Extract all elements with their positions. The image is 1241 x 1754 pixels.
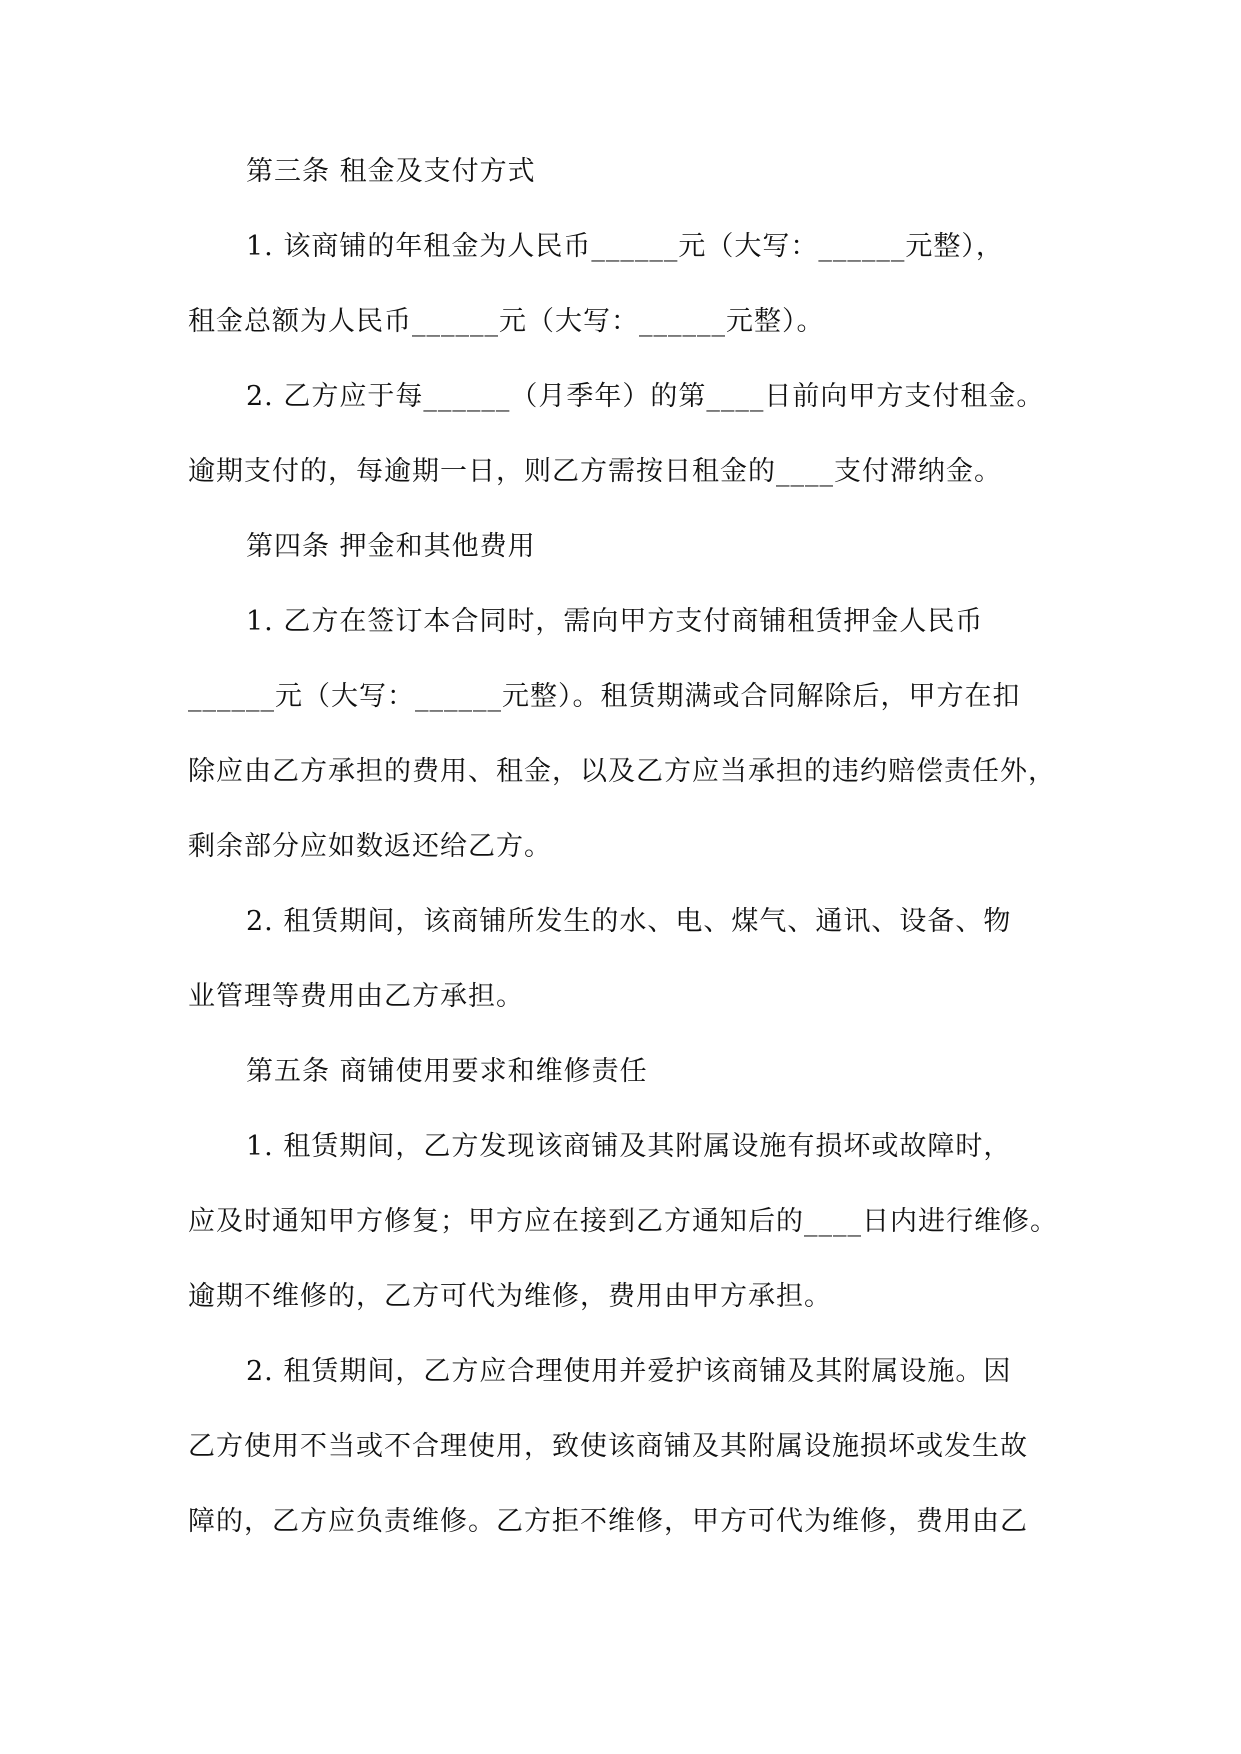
paragraph-line: 租金总额为人民币______元（大写：______元整）。: [188, 306, 825, 337]
paragraph-line: 1. 该商铺的年租金为人民币______元（大写：______元整），: [246, 231, 1004, 262]
paragraph-line: 障的，乙方应负责维修。乙方拒不维修，甲方可代为维修，费用由乙: [188, 1506, 1028, 1537]
article-5-heading: 第五条 商铺使用要求和维修责任: [246, 1056, 648, 1087]
paragraph-line: 2. 租赁期间，乙方应合理使用并爱护该商铺及其附属设施。因: [246, 1356, 1012, 1387]
paragraph-line: 逾期支付的，每逾期一日，则乙方需按日租金的____支付滞纳金。: [188, 456, 1002, 487]
paragraph-line: 业管理等费用由乙方承担。: [188, 981, 524, 1012]
article-3-heading: 第三条 租金及支付方式: [246, 156, 536, 187]
article-4-heading: 第四条 押金和其他费用: [246, 531, 536, 562]
paragraph-line: 2. 租赁期间，该商铺所发生的水、电、煤气、通讯、设备、物: [246, 906, 1012, 937]
paragraph-line: 应及时通知甲方修复；甲方应在接到乙方通知后的____日内进行维修。: [188, 1206, 1058, 1237]
paragraph-line: 1. 租赁期间，乙方发现该商铺及其附属设施有损坏或故障时，: [246, 1131, 1012, 1162]
paragraph-line: 2. 乙方应于每______（月季年）的第____日前向甲方支付租金。: [246, 381, 1045, 412]
paragraph-line: 逾期不维修的，乙方可代为维修，费用由甲方承担。: [188, 1281, 832, 1312]
paragraph-line: 剩余部分应如数返还给乙方。: [188, 831, 552, 862]
paragraph-line: ______元（大写：______元整）。租赁期满或合同解除后，甲方在扣: [188, 681, 1021, 712]
paragraph-line: 乙方使用不当或不合理使用，致使该商铺及其附属设施损坏或发生故: [188, 1431, 1028, 1462]
paragraph-line: 除应由乙方承担的费用、租金，以及乙方应当承担的违约赔偿责任外，: [188, 756, 1056, 787]
paragraph-line: 1. 乙方在签订本合同时，需向甲方支付商铺租赁押金人民币: [246, 606, 984, 637]
